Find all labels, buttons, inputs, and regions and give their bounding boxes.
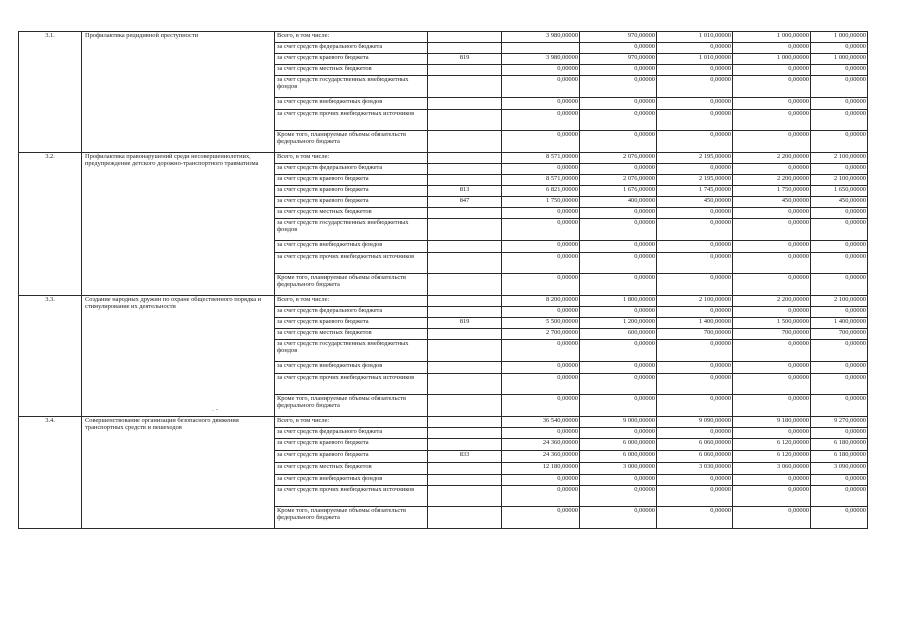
amount-total: 0,00000 bbox=[502, 428, 580, 439]
amount-year-2: 0,00000 bbox=[657, 253, 733, 274]
funding-source-label: за счет средств прочих внебюджетных источников bbox=[275, 110, 428, 131]
amount-year-3: 0,00000 bbox=[733, 428, 811, 439]
funding-source-label: за счет средств внебюджетных фондов bbox=[275, 98, 428, 110]
amount-year-2: 1 010,00000 bbox=[657, 32, 733, 43]
amount-year-2: 0,00000 bbox=[657, 507, 733, 529]
amount-year-3: 0,00000 bbox=[733, 110, 811, 131]
amount-year-1: 0,00000 bbox=[580, 43, 657, 54]
funding-source-label: за счет средств государственных внебюджетных фондов bbox=[275, 340, 428, 362]
funding-source-label: за счет средств внебюджетных фондов bbox=[275, 241, 428, 253]
activity-name: Создание народных дружин по охране общественного порядка и стимулирование их деятельности bbox=[82, 296, 275, 417]
amount-year-3: 0,00000 bbox=[733, 131, 811, 153]
amount-year-3: 6 120,00000 bbox=[733, 439, 811, 451]
amount-year-4: 450,00000 bbox=[811, 197, 868, 208]
budget-code bbox=[428, 241, 502, 253]
amount-total bbox=[502, 43, 580, 54]
budget-code bbox=[428, 98, 502, 110]
amount-year-4: 1 650,00000 bbox=[811, 186, 868, 197]
amount-total: 0,00000 bbox=[502, 131, 580, 153]
amount-year-3: 0,00000 bbox=[733, 76, 811, 98]
amount-year-1: 970,00000 bbox=[580, 54, 657, 65]
amount-total: 0,00000 bbox=[502, 110, 580, 131]
amount-year-4: 0,00000 bbox=[811, 340, 868, 362]
amount-total: 0,00000 bbox=[502, 340, 580, 362]
funding-source-label: Всего, в том числе: bbox=[275, 296, 428, 307]
amount-year-1: 0,00000 bbox=[580, 340, 657, 362]
item-number: 3.2. bbox=[19, 153, 82, 296]
funding-source-label: Всего, в том числе: bbox=[275, 153, 428, 164]
amount-year-2: 450,00000 bbox=[657, 197, 733, 208]
amount-year-2: 0,00000 bbox=[657, 428, 733, 439]
budget-code bbox=[428, 475, 502, 486]
budget-code bbox=[428, 296, 502, 307]
amount-year-3: 0,00000 bbox=[733, 374, 811, 395]
amount-year-4: 0,00000 bbox=[811, 507, 868, 529]
amount-year-3: 1 750,00000 bbox=[733, 186, 811, 197]
amount-year-4: 0,00000 bbox=[811, 65, 868, 76]
amount-year-1: 0,00000 bbox=[580, 486, 657, 507]
amount-year-3: 9 180,00000 bbox=[733, 417, 811, 428]
amount-year-3: 2 200,00000 bbox=[733, 153, 811, 164]
funding-source-label: за счет средств федерального бюджета bbox=[275, 307, 428, 318]
funding-source-label: Кроме того, планируемые объемы обязательств федерального бюджета bbox=[275, 274, 428, 296]
amount-total: 24 360,00000 bbox=[502, 451, 580, 463]
amount-year-2: 1 010,00000 bbox=[657, 54, 733, 65]
amount-year-1: 0,00000 bbox=[580, 428, 657, 439]
amount-total: 36 540,00000 bbox=[502, 417, 580, 428]
amount-year-3: 0,00000 bbox=[733, 241, 811, 253]
budget-code bbox=[428, 417, 502, 428]
amount-year-2: 1 400,00000 bbox=[657, 318, 733, 329]
budget-code bbox=[428, 110, 502, 131]
amount-year-1: 0,00000 bbox=[580, 98, 657, 110]
amount-total: 3 980,00000 bbox=[502, 54, 580, 65]
amount-total: 5 500,00000 bbox=[502, 318, 580, 329]
amount-year-1: 0,00000 bbox=[580, 164, 657, 175]
budget-code bbox=[428, 164, 502, 175]
amount-year-1: 0,00000 bbox=[580, 253, 657, 274]
amount-year-2: 0,00000 bbox=[657, 98, 733, 110]
table-row bbox=[19, 153, 868, 164]
amount-year-3: 0,00000 bbox=[733, 43, 811, 54]
amount-total: 0,00000 bbox=[502, 219, 580, 241]
amount-year-2: 2 195,00000 bbox=[657, 175, 733, 186]
budget-code: 819 bbox=[428, 54, 502, 65]
budget-code bbox=[428, 65, 502, 76]
amount-year-4: 6 180,00000 bbox=[811, 439, 868, 451]
amount-year-4: 0,00000 bbox=[811, 208, 868, 219]
amount-year-4: 0,00000 bbox=[811, 110, 868, 131]
amount-year-3: 2 200,00000 bbox=[733, 296, 811, 307]
amount-year-1: 0,00000 bbox=[580, 475, 657, 486]
amount-year-3: 0,00000 bbox=[733, 253, 811, 274]
amount-year-2: 0,00000 bbox=[657, 65, 733, 76]
amount-year-3: 450,00000 bbox=[733, 197, 811, 208]
budget-code bbox=[428, 32, 502, 43]
amount-year-3: 0,00000 bbox=[733, 307, 811, 318]
funding-source-label: Всего, в том числе: bbox=[275, 32, 428, 43]
table-row bbox=[19, 296, 868, 307]
funding-source-label: за счет средств краевого бюджета bbox=[275, 186, 428, 197]
budget-code bbox=[428, 219, 502, 241]
amount-year-3: 700,00000 bbox=[733, 329, 811, 340]
amount-year-1: 0,00000 bbox=[580, 362, 657, 374]
amount-year-2: 3 030,00000 bbox=[657, 463, 733, 475]
amount-year-1: 6 000,00000 bbox=[580, 451, 657, 463]
amount-total: 8 571,00000 bbox=[502, 153, 580, 164]
amount-year-3: 3 060,00000 bbox=[733, 463, 811, 475]
amount-year-3: 0,00000 bbox=[733, 395, 811, 417]
amount-year-3: 6 120,00000 bbox=[733, 451, 811, 463]
amount-total: 0,00000 bbox=[502, 164, 580, 175]
amount-year-2: 0,00000 bbox=[657, 131, 733, 153]
amount-year-4: 0,00000 bbox=[811, 475, 868, 486]
amount-total: 0,00000 bbox=[502, 208, 580, 219]
budget-code bbox=[428, 175, 502, 186]
budget-code: 833 bbox=[428, 451, 502, 463]
funding-source-label: за счет средств федерального бюджета bbox=[275, 428, 428, 439]
amount-year-2: 0,00000 bbox=[657, 76, 733, 98]
budget-code: 847 bbox=[428, 197, 502, 208]
amount-year-3: 2 200,00000 bbox=[733, 175, 811, 186]
amount-year-1: 1 800,00000 bbox=[580, 296, 657, 307]
amount-year-2: 0,00000 bbox=[657, 486, 733, 507]
amount-total: 6 821,00000 bbox=[502, 186, 580, 197]
amount-year-3: 0,00000 bbox=[733, 486, 811, 507]
amount-year-2: 0,00000 bbox=[657, 362, 733, 374]
amount-year-1: 0,00000 bbox=[580, 274, 657, 296]
amount-year-3: 1 000,00000 bbox=[733, 54, 811, 65]
amount-year-4: 0,00000 bbox=[811, 395, 868, 417]
amount-year-3: 1 000,00000 bbox=[733, 32, 811, 43]
item-number: 3.3. bbox=[19, 296, 82, 417]
amount-year-1: 2 076,00000 bbox=[580, 153, 657, 164]
budget-code bbox=[428, 131, 502, 153]
amount-year-2: 0,00000 bbox=[657, 219, 733, 241]
amount-total: 24 360,00000 bbox=[502, 439, 580, 451]
amount-year-1: 0,00000 bbox=[580, 374, 657, 395]
amount-year-1: 9 000,00000 bbox=[580, 417, 657, 428]
amount-year-4: 0,00000 bbox=[811, 362, 868, 374]
budget-code: 819 bbox=[428, 318, 502, 329]
amount-year-2: 6 060,00000 bbox=[657, 451, 733, 463]
amount-year-2: 0,00000 bbox=[657, 475, 733, 486]
funding-source-label: за счет средств краевого бюджета bbox=[275, 318, 428, 329]
funding-source-label: Кроме того, планируемые объемы обязательств федерального бюджета bbox=[275, 507, 428, 529]
funding-source-label: за счет средств федерального бюджета bbox=[275, 43, 428, 54]
amount-year-4: 3 090,00000 bbox=[811, 463, 868, 475]
funding-source-label: Кроме того, планируемые объемы обязательств федерального бюджета bbox=[275, 131, 428, 153]
budget-code bbox=[428, 507, 502, 529]
amount-year-4: 0,00000 bbox=[811, 274, 868, 296]
amount-year-2: 2 195,00000 bbox=[657, 153, 733, 164]
amount-year-4: 2 100,00000 bbox=[811, 175, 868, 186]
funding-source-label: за счет средств федерального бюджета bbox=[275, 164, 428, 175]
funding-source-label: за счет средств государственных внебюджетных фондов bbox=[275, 219, 428, 241]
funding-source-label: за счет средств краевого бюджета bbox=[275, 175, 428, 186]
amount-total: 0,00000 bbox=[502, 98, 580, 110]
amount-year-4: 0,00000 bbox=[811, 374, 868, 395]
amount-year-3: 1 500,00000 bbox=[733, 318, 811, 329]
amount-total: 2 700,00000 bbox=[502, 329, 580, 340]
amount-year-2: 0,00000 bbox=[657, 164, 733, 175]
amount-year-1: 1 676,00000 bbox=[580, 186, 657, 197]
amount-year-1: 0,00000 bbox=[580, 65, 657, 76]
funding-source-label: за счет средств государственных внебюджетных фондов bbox=[275, 76, 428, 98]
funding-source-label: за счет средств прочих внебюджетных источников bbox=[275, 374, 428, 395]
amount-year-4: 2 100,00000 bbox=[811, 296, 868, 307]
funding-source-label: за счет средств краевого бюджета bbox=[275, 439, 428, 451]
amount-year-2: 0,00000 bbox=[657, 374, 733, 395]
amount-year-4: 9 270,00000 bbox=[811, 417, 868, 428]
budget-code bbox=[428, 329, 502, 340]
amount-year-2: 0,00000 bbox=[657, 43, 733, 54]
amount-year-1: 0,00000 bbox=[580, 76, 657, 98]
item-number: 3.4. bbox=[19, 417, 82, 529]
amount-total: 0,00000 bbox=[502, 486, 580, 507]
amount-total: 0,00000 bbox=[502, 274, 580, 296]
budget-code bbox=[428, 463, 502, 475]
amount-total: 0,00000 bbox=[502, 507, 580, 529]
amount-total: 0,00000 bbox=[502, 76, 580, 98]
funding-source-label: за счет средств прочих внебюджетных источников bbox=[275, 253, 428, 274]
budget-code bbox=[428, 486, 502, 507]
amount-total: 0,00000 bbox=[502, 395, 580, 417]
amount-year-4: 0,00000 bbox=[811, 98, 868, 110]
amount-year-1: 0,00000 bbox=[580, 219, 657, 241]
amount-total: 0,00000 bbox=[502, 65, 580, 76]
amount-year-4: 1 000,00000 bbox=[811, 32, 868, 43]
amount-year-4: 0,00000 bbox=[811, 164, 868, 175]
activity-name: Профилактика рецидивной преступности bbox=[82, 32, 275, 153]
budget-code bbox=[428, 362, 502, 374]
amount-year-4: 1 000,00000 bbox=[811, 54, 868, 65]
amount-year-3: 0,00000 bbox=[733, 475, 811, 486]
amount-year-1: 1 200,00000 bbox=[580, 318, 657, 329]
amount-year-4: 700,00000 bbox=[811, 329, 868, 340]
budget-code bbox=[428, 340, 502, 362]
budget-code bbox=[428, 307, 502, 318]
activity-name: Совершенствование организации безопасного движения транспортных средств и пешеходов bbox=[82, 417, 275, 529]
budget-code bbox=[428, 428, 502, 439]
amount-year-2: 2 100,00000 bbox=[657, 296, 733, 307]
amount-year-3: 0,00000 bbox=[733, 219, 811, 241]
scan-speck: . - bbox=[212, 406, 218, 413]
funding-source-label: за счет средств краевого бюджета bbox=[275, 54, 428, 65]
funding-source-label: Всего, в том числе: bbox=[275, 417, 428, 428]
funding-source-label: за счет средств местных бюджетов bbox=[275, 329, 428, 340]
amount-year-4: 0,00000 bbox=[811, 76, 868, 98]
amount-year-1: 970,00000 bbox=[580, 32, 657, 43]
activity-name: Профилактика правонарушений среди несовершеннолетних, предупреждение детского дорожно-транспортного травматизма bbox=[82, 153, 275, 296]
funding-source-label: за счет средств местных бюджетов bbox=[275, 65, 428, 76]
amount-year-1: 0,00000 bbox=[580, 208, 657, 219]
amount-year-2: 1 745,00000 bbox=[657, 186, 733, 197]
amount-year-3: 0,00000 bbox=[733, 340, 811, 362]
amount-year-1: 0,00000 bbox=[580, 110, 657, 131]
funding-source-label: за счет средств прочих внебюджетных источников bbox=[275, 486, 428, 507]
amount-total: 0,00000 bbox=[502, 374, 580, 395]
amount-year-3: 0,00000 bbox=[733, 274, 811, 296]
amount-year-4: 0,00000 bbox=[811, 428, 868, 439]
budget-code bbox=[428, 395, 502, 417]
funding-source-label: за счет средств местных бюджетов bbox=[275, 463, 428, 475]
amount-year-4: 0,00000 bbox=[811, 131, 868, 153]
amount-year-2: 6 060,00000 bbox=[657, 439, 733, 451]
amount-year-2: 700,00000 bbox=[657, 329, 733, 340]
amount-year-1: 0,00000 bbox=[580, 131, 657, 153]
budget-code bbox=[428, 153, 502, 164]
amount-year-2: 0,00000 bbox=[657, 274, 733, 296]
budget-code bbox=[428, 374, 502, 395]
amount-year-1: 2 076,00000 bbox=[580, 175, 657, 186]
funding-source-label: Кроме того, планируемые объемы обязательств федерального бюджета bbox=[275, 395, 428, 417]
amount-total: 0,00000 bbox=[502, 307, 580, 318]
budget-code bbox=[428, 253, 502, 274]
budget-table bbox=[18, 31, 868, 529]
amount-year-2: 0,00000 bbox=[657, 208, 733, 219]
amount-year-1: 600,00000 bbox=[580, 329, 657, 340]
amount-year-2: 0,00000 bbox=[657, 340, 733, 362]
budget-code bbox=[428, 208, 502, 219]
amount-year-1: 0,00000 bbox=[580, 307, 657, 318]
amount-year-4: 0,00000 bbox=[811, 43, 868, 54]
amount-total: 0,00000 bbox=[502, 241, 580, 253]
amount-year-4: 0,00000 bbox=[811, 241, 868, 253]
amount-year-1: 400,00000 bbox=[580, 197, 657, 208]
funding-source-label: за счет средств краевого бюджета bbox=[275, 451, 428, 463]
funding-source-label: за счет средств внебюджетных фондов bbox=[275, 362, 428, 374]
amount-total: 12 180,00000 bbox=[502, 463, 580, 475]
amount-year-1: 3 000,00000 bbox=[580, 463, 657, 475]
amount-year-1: 6 000,00000 bbox=[580, 439, 657, 451]
amount-year-4: 1 400,00000 bbox=[811, 318, 868, 329]
amount-total: 1 750,00000 bbox=[502, 197, 580, 208]
amount-year-1: 0,00000 bbox=[580, 241, 657, 253]
amount-year-3: 0,00000 bbox=[733, 208, 811, 219]
amount-year-2: 0,00000 bbox=[657, 241, 733, 253]
amount-year-3: 0,00000 bbox=[733, 507, 811, 529]
amount-total: 0,00000 bbox=[502, 253, 580, 274]
amount-year-3: 0,00000 bbox=[733, 65, 811, 76]
funding-source-label: за счет средств местных бюджетов bbox=[275, 208, 428, 219]
amount-year-2: 0,00000 bbox=[657, 395, 733, 417]
budget-code bbox=[428, 76, 502, 98]
table-row bbox=[19, 417, 868, 428]
amount-year-4: 0,00000 bbox=[811, 253, 868, 274]
budget-code bbox=[428, 274, 502, 296]
amount-year-2: 0,00000 bbox=[657, 307, 733, 318]
amount-year-4: 0,00000 bbox=[811, 219, 868, 241]
budget-code bbox=[428, 439, 502, 451]
amount-year-1: 0,00000 bbox=[580, 507, 657, 529]
amount-year-1: 0,00000 bbox=[580, 395, 657, 417]
amount-total: 0,00000 bbox=[502, 475, 580, 486]
budget-code bbox=[428, 43, 502, 54]
amount-year-4: 0,00000 bbox=[811, 486, 868, 507]
item-number: 3.1. bbox=[19, 32, 82, 153]
amount-total: 8 571,00000 bbox=[502, 175, 580, 186]
amount-total: 0,00000 bbox=[502, 362, 580, 374]
amount-year-3: 0,00000 bbox=[733, 164, 811, 175]
amount-year-4: 6 180,00000 bbox=[811, 451, 868, 463]
funding-source-label: за счет средств внебюджетных фондов bbox=[275, 475, 428, 486]
amount-year-2: 0,00000 bbox=[657, 110, 733, 131]
amount-total: 3 980,00000 bbox=[502, 32, 580, 43]
amount-year-3: 0,00000 bbox=[733, 98, 811, 110]
table-row bbox=[19, 32, 868, 43]
funding-source-label: за счет средств краевого бюджета bbox=[275, 197, 428, 208]
budget-code: 813 bbox=[428, 186, 502, 197]
amount-year-2: 9 090,00000 bbox=[657, 417, 733, 428]
amount-total: 8 200,00000 bbox=[502, 296, 580, 307]
amount-year-4: 2 100,00000 bbox=[811, 153, 868, 164]
amount-year-4: 0,00000 bbox=[811, 307, 868, 318]
amount-year-3: 0,00000 bbox=[733, 362, 811, 374]
